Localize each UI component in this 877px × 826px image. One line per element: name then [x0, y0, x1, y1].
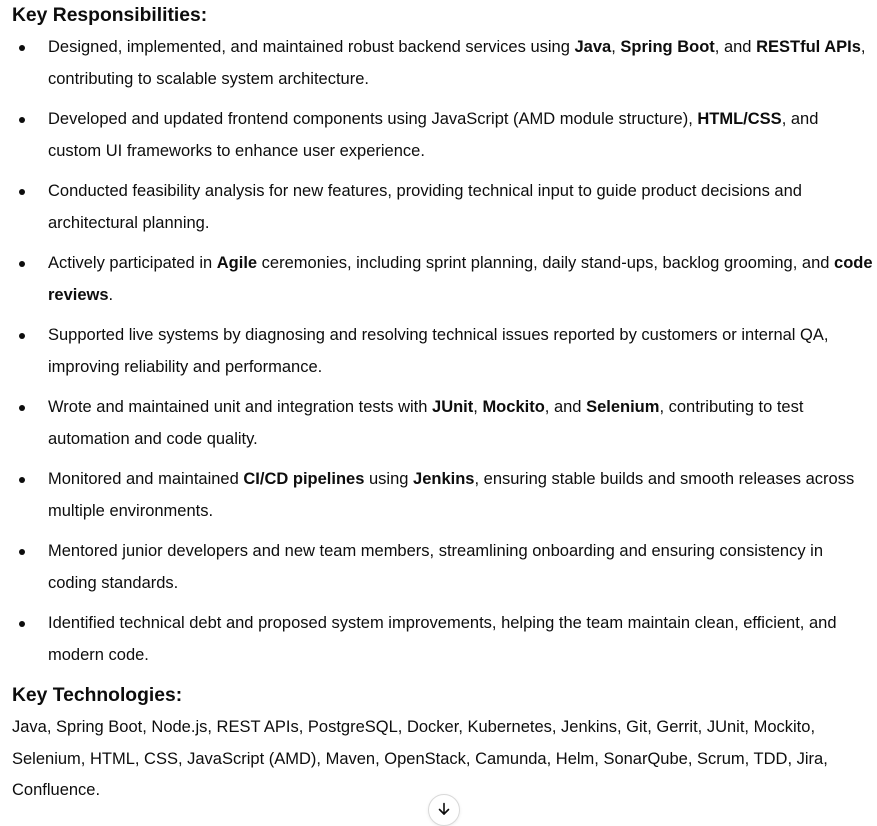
bold-term: Selenium — [586, 398, 660, 416]
bullet-icon — [19, 189, 25, 195]
list-item-text — [48, 320, 874, 383]
text-segment: Identified technical debt and proposed system improvements, helping the team maintain clean, efficient, and modern code. — [48, 614, 837, 664]
bold-term: CI/CD pipelines — [243, 470, 365, 488]
text-segment: , contributing to test automation and code quality. — [48, 398, 804, 448]
bullet-icon — [19, 333, 25, 339]
text-segment: , and custom UI frameworks to enhance user experience. — [48, 110, 819, 160]
text-segment: , and — [544, 398, 587, 416]
list-item-text — [48, 608, 874, 671]
bold-term: code reviews — [48, 254, 873, 304]
list-item-text — [48, 248, 874, 311]
bullet-icon — [19, 621, 25, 627]
text-segment: , ensuring stable builds and smooth releases across multiple environments. — [48, 470, 855, 520]
text-segment: , — [611, 38, 621, 56]
responsibilities-list — [12, 32, 874, 671]
bullet-icon — [19, 405, 25, 411]
list-item — [12, 248, 874, 311]
bold-term: Java — [574, 38, 612, 56]
bold-term: Agile — [216, 254, 258, 272]
text-segment: Mentored junior developers and new team members, streamlining onboarding and ensuring consistency in coding standards. — [48, 542, 824, 592]
arrow-down-icon — [436, 801, 452, 817]
list-item — [12, 608, 874, 671]
text-segment: Conducted feasibility analysis for new features, providing technical input to guide product decisions and architectural planning. — [48, 182, 802, 232]
bullet-icon — [19, 549, 25, 555]
scroll-to-bottom-button[interactable] — [428, 794, 460, 826]
text-segment: . — [108, 285, 114, 304]
list-item-text — [48, 176, 874, 239]
technologies-text: Java, Spring Boot, Node.js, REST APIs, PostgreSQL, Docker, Kubernetes, Jenkins, Git, Gerrit, JUnit, Mockito, Selenium, HTML, CSS, JavaScript (AMD), Maven, OpenStack, Camunda, Helm, SonarQube, Scrum, TDD, Jira, Confluence. — [12, 718, 828, 799]
bold-term: Jenkins — [413, 470, 475, 488]
list-item-text — [48, 392, 874, 455]
text-segment: Designed, implemented, and maintained robust backend services using — [48, 38, 575, 56]
text-segment: using — [364, 470, 414, 488]
list-item — [12, 32, 874, 95]
list-item — [12, 392, 874, 455]
bullet-icon — [19, 477, 25, 483]
text-segment: ceremonies, including sprint planning, daily stand-ups, backlog grooming, and — [257, 254, 835, 272]
list-item — [12, 464, 874, 527]
list-item — [12, 536, 874, 599]
responsibilities-heading: Key Responsibilities: — [12, 5, 208, 26]
bullet-icon — [19, 261, 25, 267]
document-content — [12, 0, 874, 807]
list-item-text — [48, 536, 874, 599]
list-item — [12, 176, 874, 239]
list-item — [12, 104, 874, 167]
text-segment: , — [473, 398, 483, 416]
text-segment: Supported live systems by diagnosing and resolving technical issues reported by customers or internal QA, improving reliability and performance. — [48, 326, 829, 376]
technologies-heading: Key Technologies: — [12, 685, 183, 706]
text-segment: , and — [714, 38, 757, 56]
list-item — [12, 320, 874, 383]
list-item-text — [48, 32, 874, 95]
bullet-icon — [19, 117, 25, 123]
text-segment: Actively participated in — [48, 254, 217, 272]
text-segment: Monitored and maintained — [48, 470, 244, 488]
bold-term: Mockito — [482, 398, 545, 416]
text-segment: , contributing to scalable system architecture. — [48, 38, 866, 88]
bold-term: Spring Boot — [620, 38, 715, 56]
text-segment: Wrote and maintained unit and integration tests with — [48, 398, 433, 416]
bullet-icon — [19, 45, 25, 51]
bold-term: JUnit — [432, 398, 474, 416]
bold-term: HTML/CSS — [697, 110, 782, 128]
list-item-text — [48, 464, 874, 527]
text-segment: Developed and updated frontend components using JavaScript (AMD module structure), — [48, 110, 698, 128]
list-item-text — [48, 104, 874, 167]
bold-term: RESTful APIs — [756, 38, 861, 56]
